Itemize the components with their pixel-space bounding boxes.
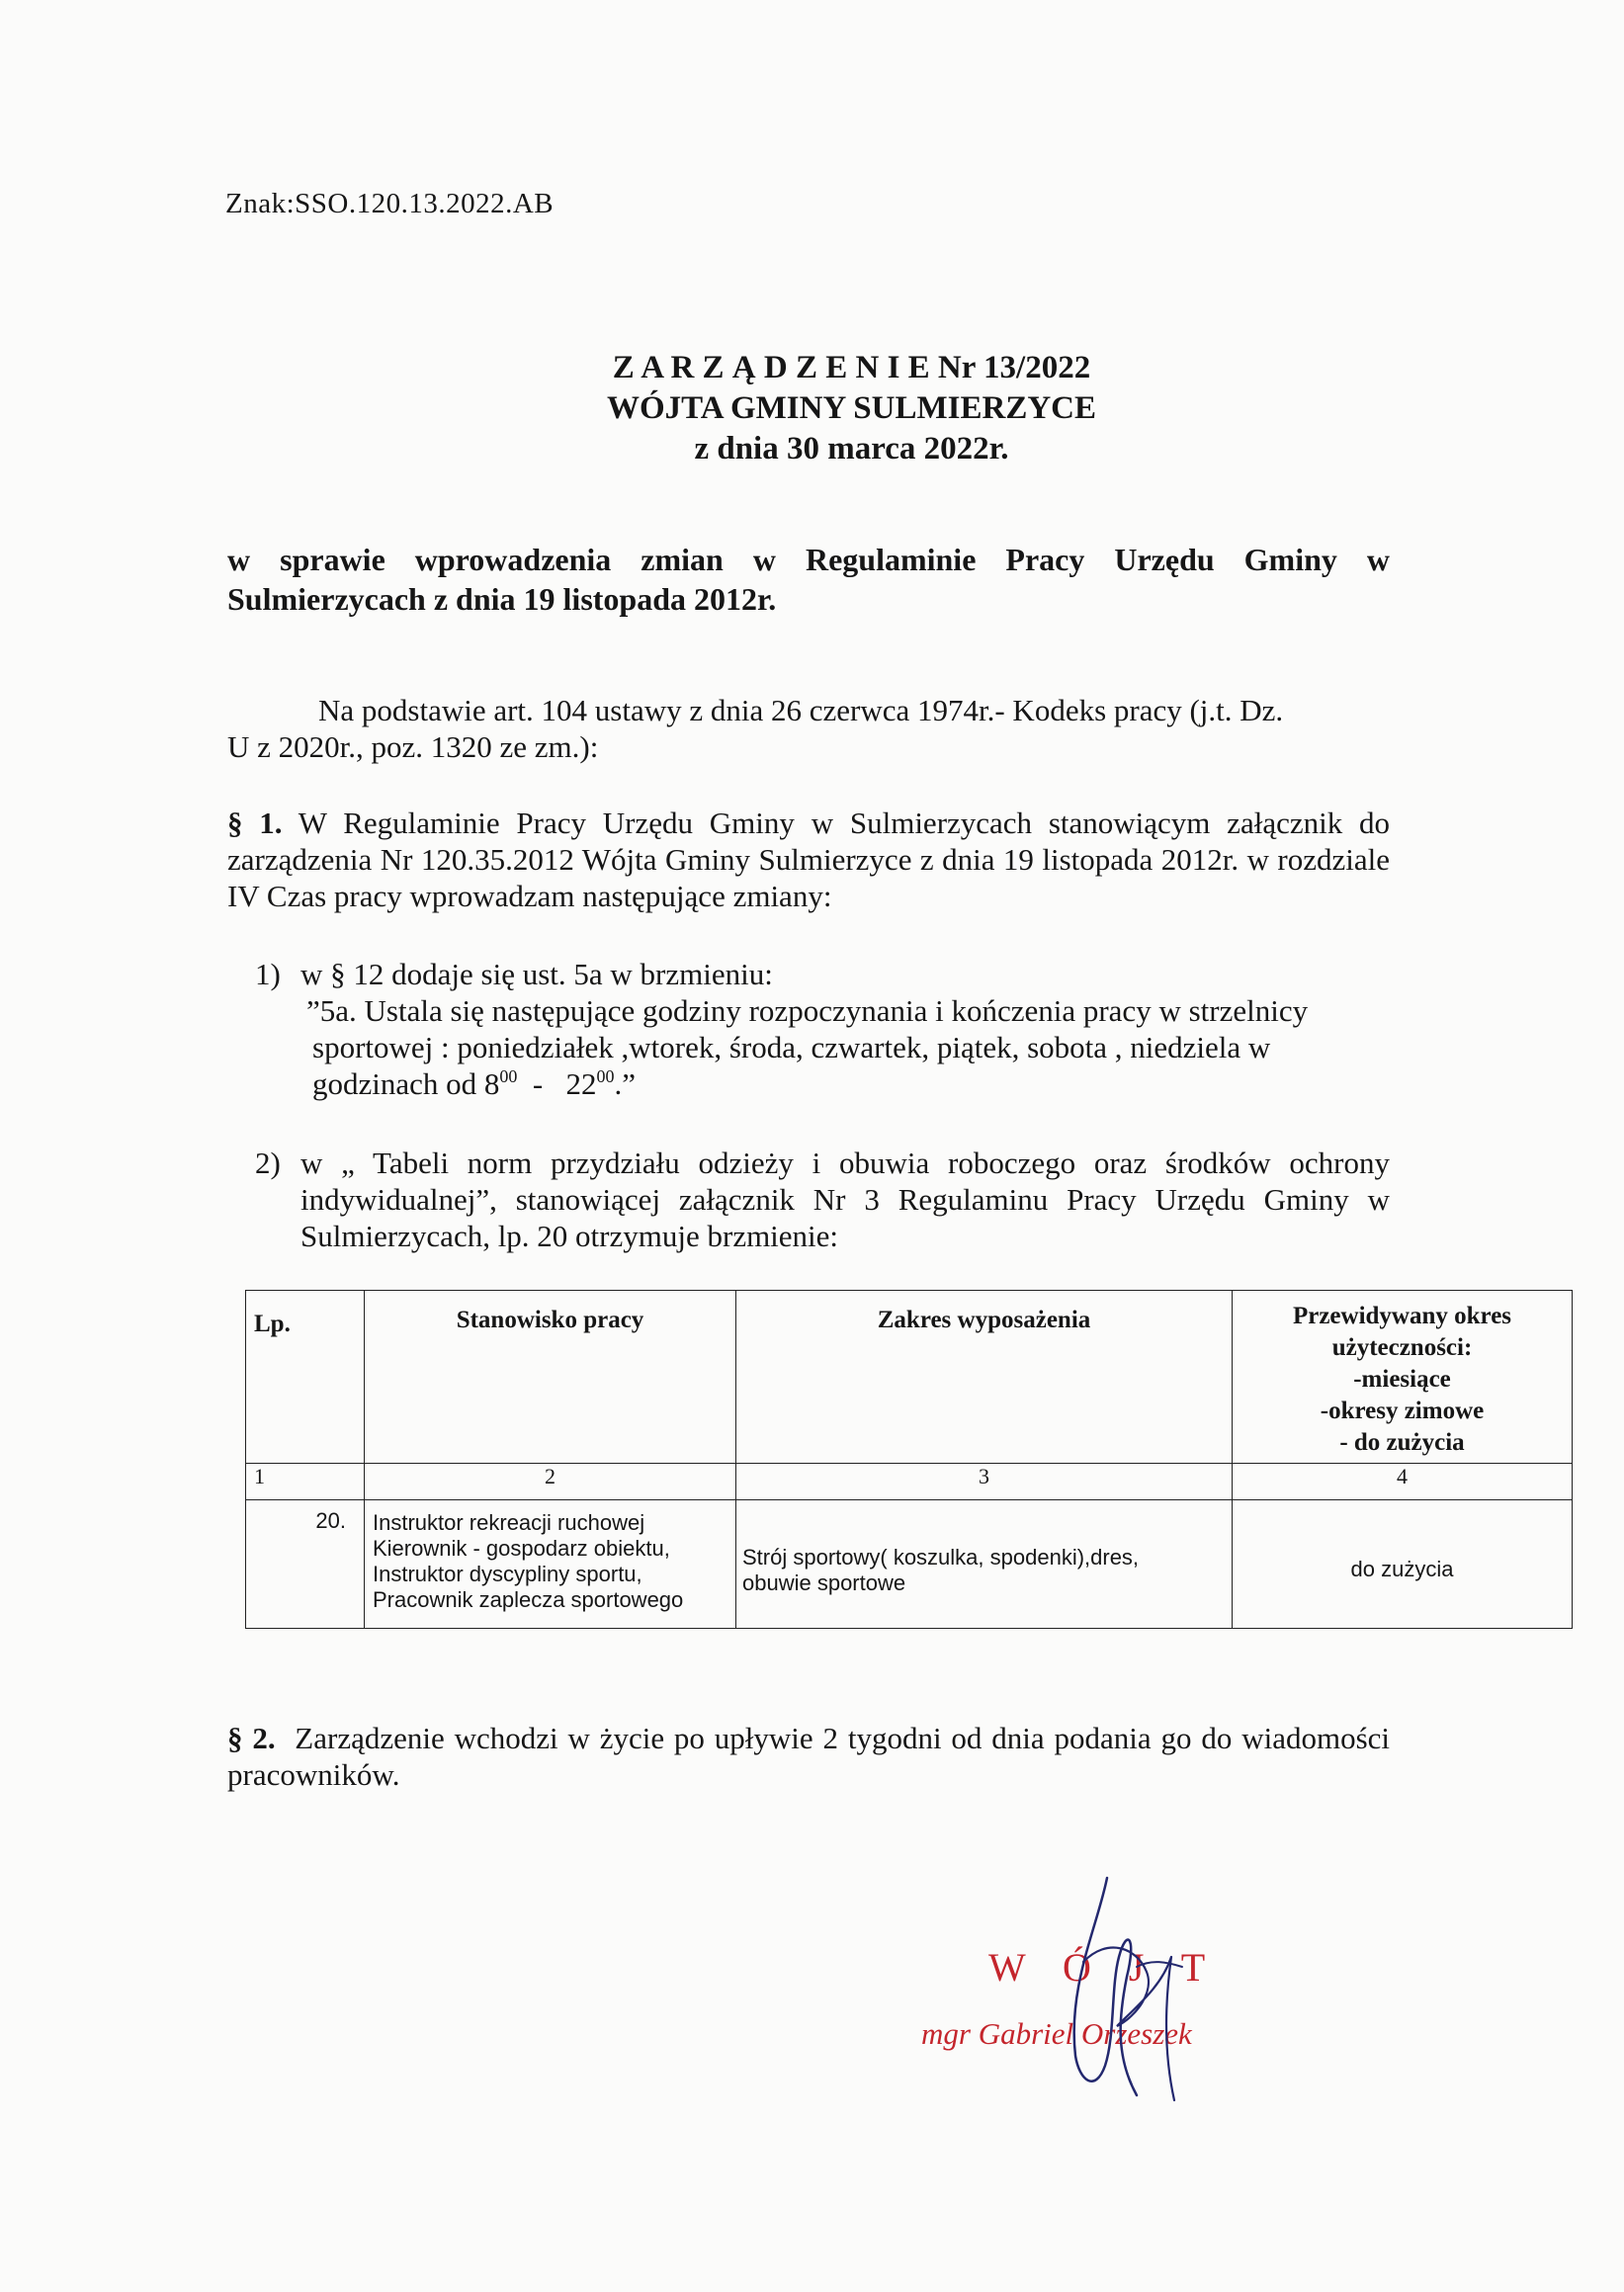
working-hours: godzinach od $8^{00} - 22^{00}$.”	[312, 1066, 636, 1101]
column-number: 1	[246, 1464, 365, 1500]
table-row	[246, 1500, 1573, 1629]
stamp-title: W Ó J T	[988, 1945, 1220, 1990]
list-item-number: 2)	[255, 1146, 281, 1180]
legal-basis-line-1: Na podstawie art. 104 ustawy z dnia 26 czerwca 1974r.- Kodeks pracy (j.t. Dz.	[318, 693, 1284, 727]
reference-number: Znak:SSO.120.13.2022.AB	[225, 188, 555, 219]
title-ordinance: Z A R Z Ą D Z E N I E Nr 13/2022	[612, 350, 1091, 385]
section-1-label: § 1.	[227, 806, 283, 840]
list-item-text: w „ Tabeli norm przydziału odzieży i obuwia roboczego oraz środków ochrony indywidualnej”, stanowiącej załącznik Nr 3 Regulaminu Pracy Urzędu Gminy w Sulmierzycach, lp. 20 otrzymuje brzmienie:	[300, 1146, 1390, 1253]
legal-basis-line-2: U z 2020r., poz. 1320 ze zm.):	[227, 729, 599, 764]
header-equipment: Zakres wyposażenia	[736, 1291, 1233, 1464]
list-item-2	[255, 1145, 1390, 1254]
norms-table	[245, 1290, 1573, 1629]
title-date: z dnia 30 marca 2022r.	[694, 431, 1009, 467]
section-2-label: § 2.	[227, 1721, 276, 1755]
cell-positions: Instruktor rekreacji ruchowej Kierownik - gospodarz obiektu, Instruktor dyscypliny sportu, Pracownik zaplecza sportowego	[365, 1500, 736, 1629]
quote-continuation: sportowej : poniedziałek ,wtorek, środa, czwartek, piątek, sobota , niedziela w	[312, 1030, 1271, 1064]
list-item-1	[255, 956, 1390, 1102]
legal-basis	[227, 692, 1390, 765]
section-1	[227, 805, 1390, 914]
subject: w sprawie wprowadzenia zmian w Regulaminie Pracy Urzędu Gminy w Sulmierzycach z dnia 19 listopada 2012r.	[227, 542, 1390, 617]
table-header-row	[246, 1291, 1573, 1464]
list-item-intro: w § 12 dodaje się ust. 5a w brzmieniu:	[300, 957, 773, 991]
stamp-name: mgr Gabriel Orzeszek	[921, 2016, 1192, 2051]
cell-lp: 20.	[246, 1500, 365, 1629]
column-number: 3	[736, 1464, 1233, 1500]
column-number: 2	[365, 1464, 736, 1500]
cell-equipment: Strój sportowy( koszulka, spodenki),dres, obuwie sportowe	[736, 1500, 1233, 1629]
quote-line-1: ”5a. Ustala się następujące godziny rozpoczynania i kończenia pracy w strzelnicy	[306, 993, 1309, 1028]
header-period: Przewidywany okres użyteczności: -miesiące -okresy zimowe - do zużycia	[1233, 1291, 1573, 1464]
column-number: 4	[1233, 1464, 1573, 1500]
list-item-number: 1)	[255, 957, 281, 991]
header-lp: Lp.	[246, 1291, 365, 1464]
section-2	[227, 1720, 1398, 1793]
section-2-text: Zarządzenie wchodzi w życie po upływie 2 tygodni od dnia podania go do wiadomości pracowników.	[227, 1721, 1398, 1792]
cell-period: do zużycia	[1233, 1500, 1573, 1629]
table-number-row	[246, 1464, 1573, 1500]
title-authority: WÓJTA GMINY SULMIERZYCE	[606, 390, 1097, 426]
handwritten-signature	[988, 1868, 1245, 2115]
header-position: Stanowisko pracy	[365, 1291, 736, 1464]
section-1-text: W Regulaminie Pracy Urzędu Gminy w Sulmierzycach stanowiącym załącznik do zarządzenia Nr 120.35.2012 Wójta Gminy Sulmierzyce z dnia 19 listopada 2012r. w rozdziale IV Czas pracy wprowadzam następujące zmiany:	[227, 806, 1390, 913]
